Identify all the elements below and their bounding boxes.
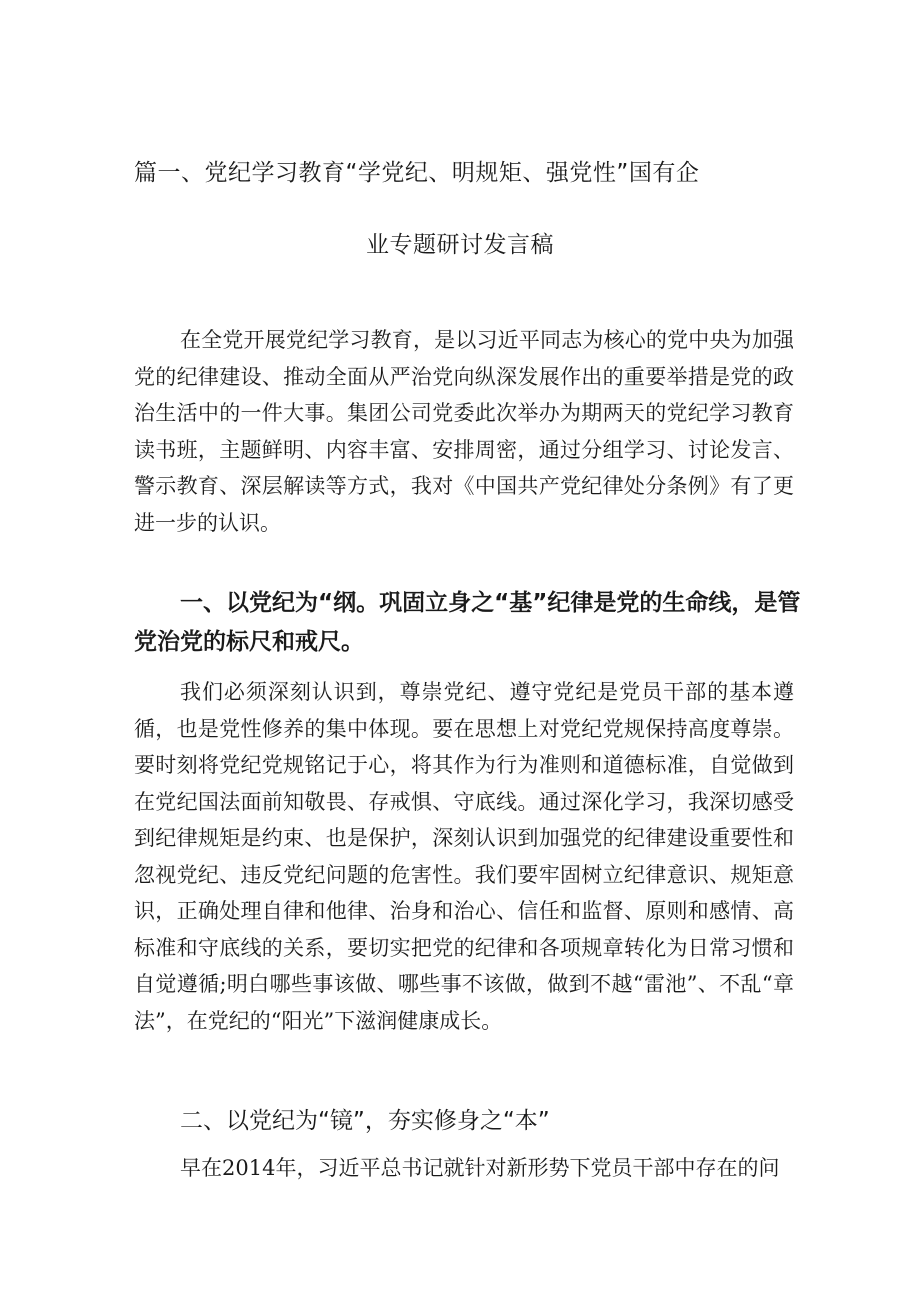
document-title-line-1: 篇一、党纪学习教育“学党纪、明规矩、强党性”国有企 (134, 160, 700, 186)
section-2-paragraph: 早在2014年，习近平总书记就针对新形势下党员干部中存在的问 (180, 1156, 780, 1180)
intro-paragraph: 在全党开展党纪学习教育，是以习近平同志为核心的党中央为加强党的纪律建设、推动全面从严治党向纵深发展作出的重要举措是党的政治生活中的一件大事。集团公司党委此次举办为期两天的党纪学习教育读书班，主题鲜明、内容丰富、安排周密，通过分组学习、讨论发言、警示教育、深层解读等方式，我对《中国共产党纪律处分条例》有了更进一步的认识。 (134, 328, 794, 535)
section-heading-1: 一、以党纪为“纲。巩固立身之“基”纪律是党的生命线，是管党治党的标尺和戒尺。 (134, 590, 801, 655)
document-title-line-2: 业专题研讨发言稿 (366, 232, 554, 258)
section-heading-2: 二、以党纪为“镜”，夯实修身之“本” (180, 1108, 550, 1134)
section-1-paragraph: 我们必须深刻认识到，尊崇党纪、遵守党纪是党员干部的基本遵循，也是党性修养的集中体现。要在思想上对党纪党规保持高度尊崇。要时刻将党纪党规铭记于心，将其作为行为准则和道德标准，自觉做到在党纪国法面前知敬畏、存戒惧、守底线。通过深化学习，我深切感受到纪律规矩是约束、也是保护，深刻认识到加强党的纪律建设重要性和忽视党纪、违反党纪问题的危害性。我们要牢固树立纪律意识、规矩意识，正确处理自律和他律、治身和治心、信任和监督、原则和感情、高标准和守底线的关系，要切实把党的纪律和各项规章转化为日常习惯和自觉遵循;明白哪些事该做、哪些事不该做，做到不越“雷池”、不乱“章法”，在党纪的“阳光”下滋润健康成长。 (134, 680, 794, 1033)
